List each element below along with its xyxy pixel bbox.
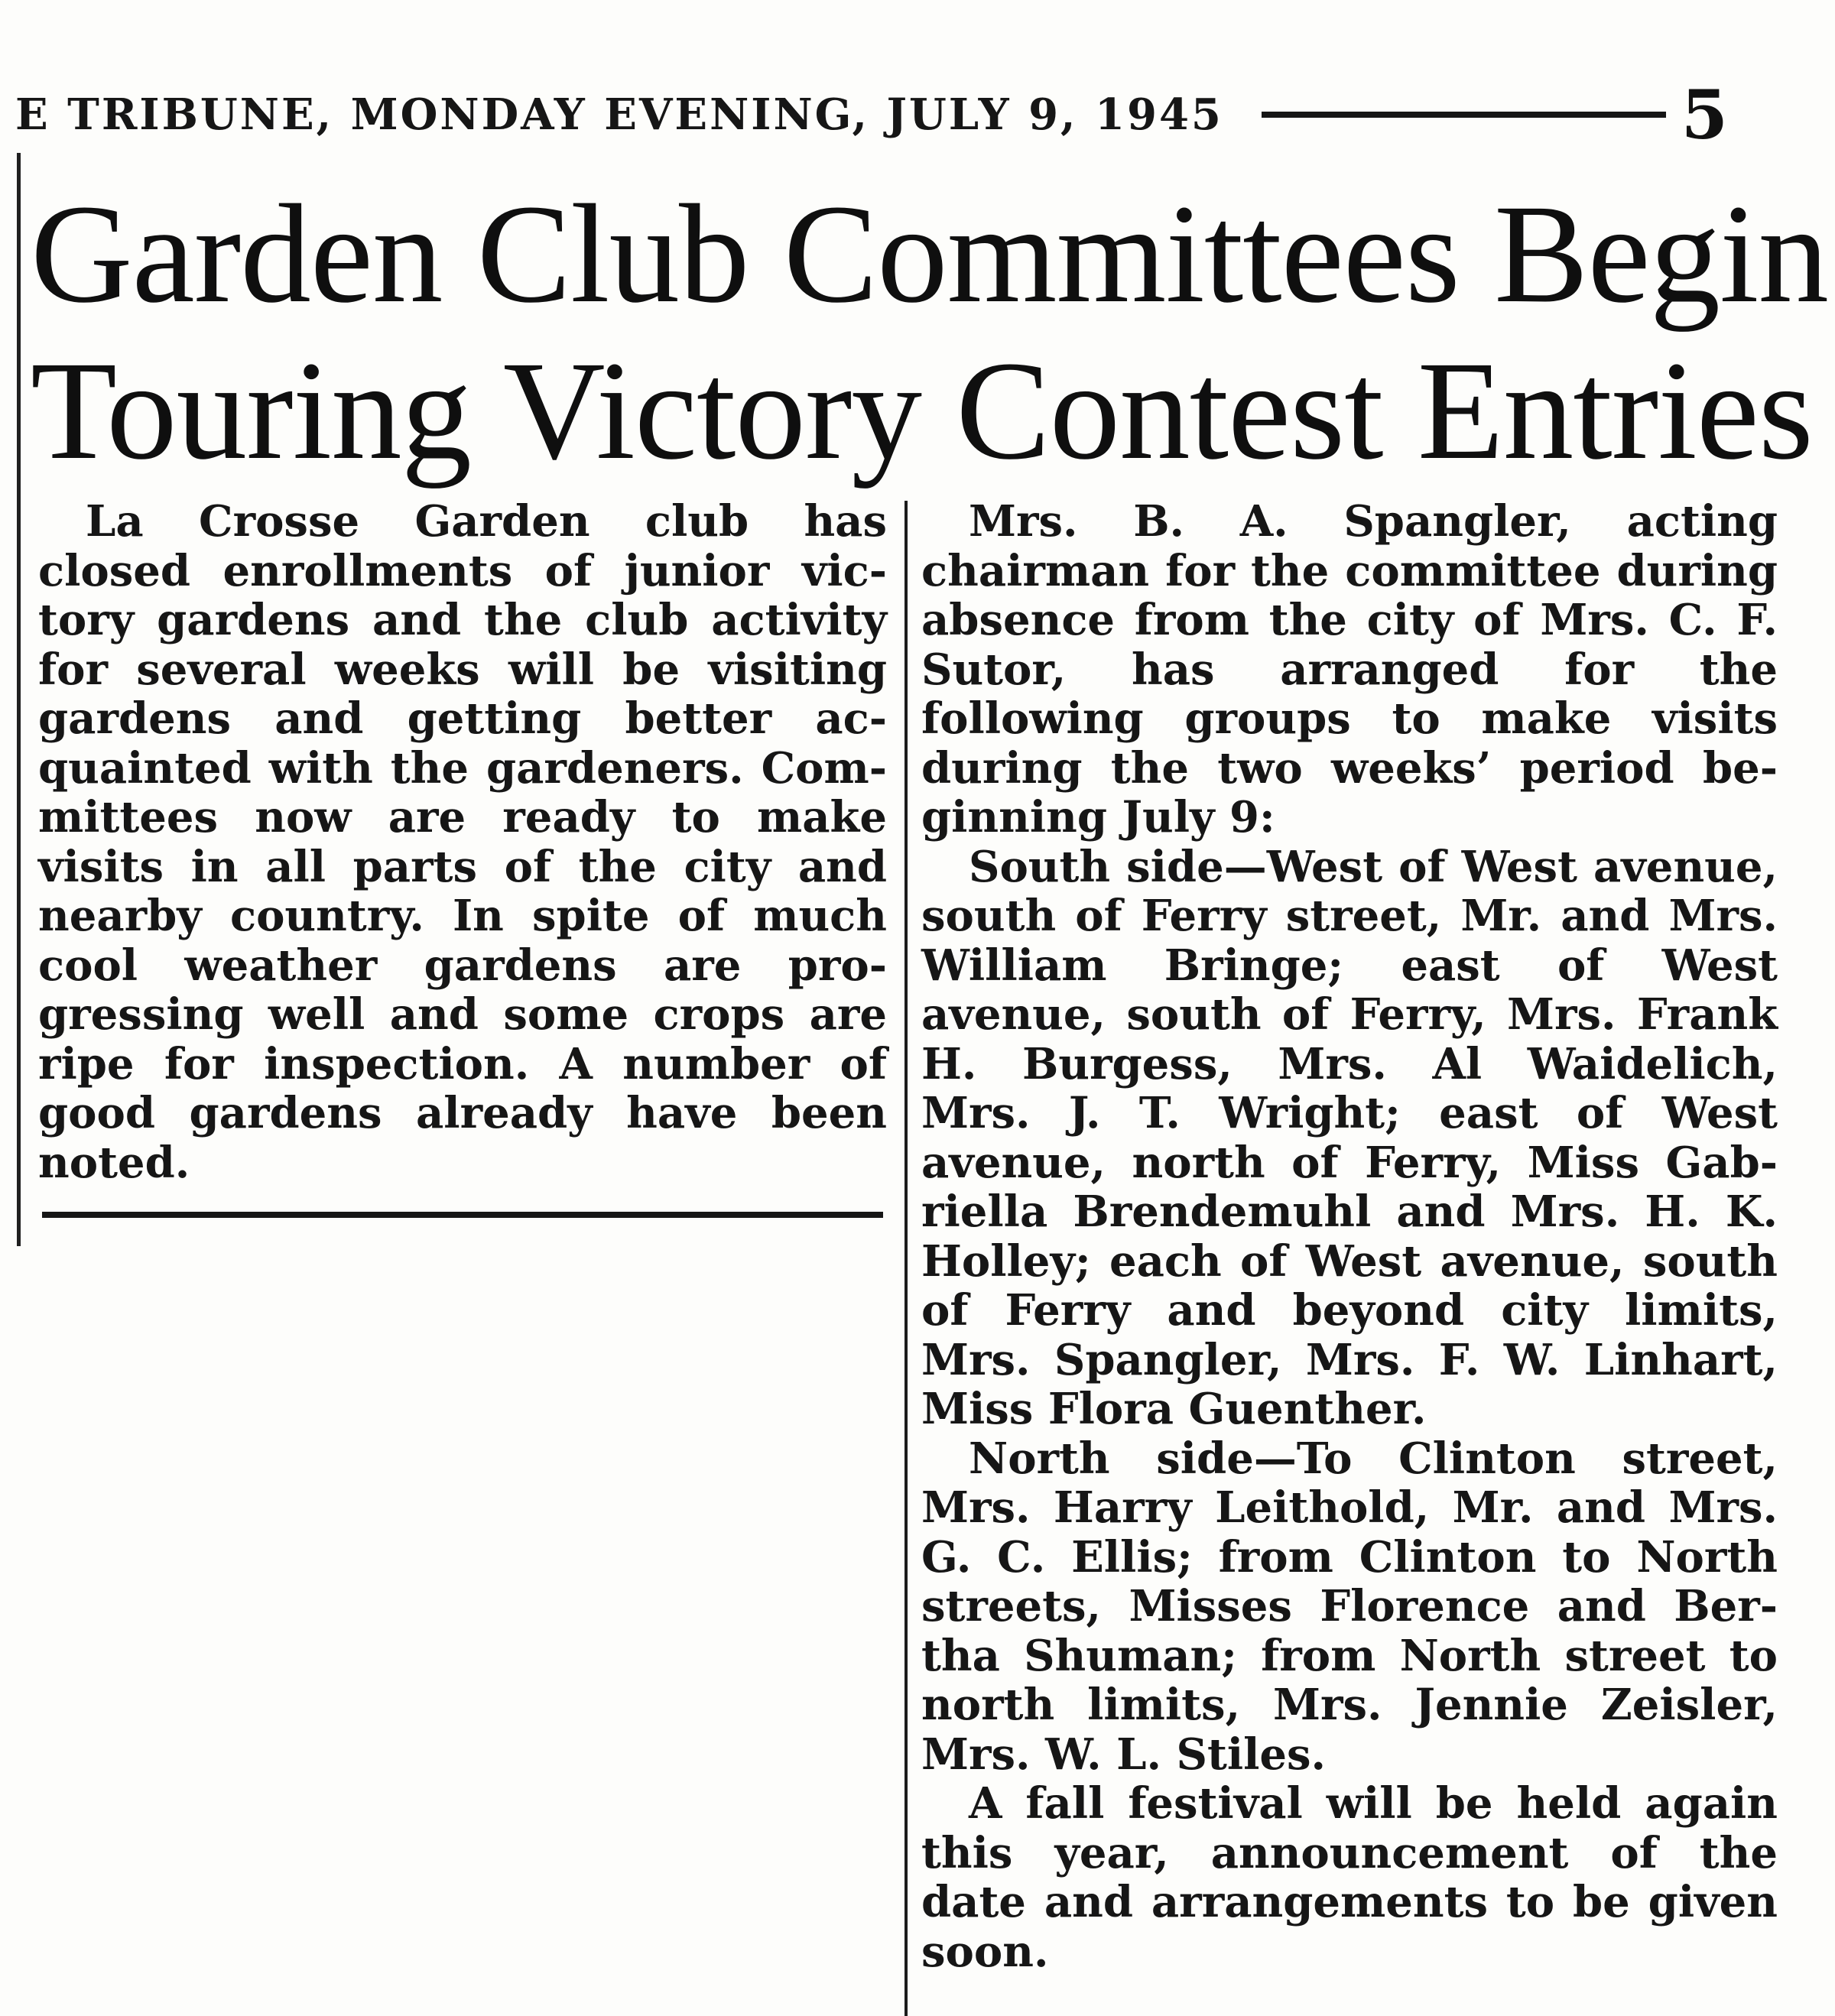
masthead-line <box>15 75 1728 154</box>
masthead-rule <box>1262 112 1666 118</box>
page-number: 5 <box>1681 75 1728 154</box>
left-edge-rule <box>17 153 21 1246</box>
left-paragraph-1: La Crosse Garden club has closed enrollments of junior victory gardens and the club activity for several weeks will be visiting gardens and getting better acquainted with the gardeners. Committees now are ready to make visits in all parts of the city and nearby country. In spite of much cool weather gardens are progressing well and some crops are ripe for inspection. A number of good gardens already have been noted. <box>38 496 887 1188</box>
article-left-column <box>38 497 887 1187</box>
headline-line-1: Garden Club Committees Begin <box>31 176 1828 333</box>
right-paragraph-3: North side—To Clinton street, Mrs. Harry Leithold, Mr. and Mrs. G. C. Ellis; from Clinton to North streets, Misses Florence and Bertha Shuman; from North street to north limits, Mrs. Jennie Zeisler, Mrs. W. L. Stiles. <box>921 1433 1778 1780</box>
column-divider <box>905 501 908 2016</box>
headline <box>31 176 1828 489</box>
right-paragraph-1: Mrs. B. A. Spangler, acting chairman for the committee during absence from the city of Mrs. C. F. Sutor, has arranged for the following groups to make visits during the two weeks’ period beginning July 9: <box>921 496 1778 842</box>
right-paragraph-4: A fall festival will be held again this year, announcement of the date and arrangements to be given soon. <box>921 1778 1778 1977</box>
article-right-column <box>921 497 1778 1976</box>
right-paragraph-2: South side—West of West avenue, south of Ferry street, Mr. and Mrs. William Bringe; east of West avenue, south of Ferry, Mrs. Frank H. Burgess, Mrs. Al Waidelich, Mrs. J. T. Wright; east of West avenue, north of Ferry, Miss Gabriella Brendemuhl and Mrs. H. K. Holley; each of West avenue, south of Ferry and beyond city limits, Mrs. Spangler, Mrs. F. W. Linhart, Miss Flora Guenther. <box>921 841 1778 1434</box>
article-end-rule <box>42 1212 883 1218</box>
headline-line-2: Touring Victory Contest Entries <box>31 333 1813 489</box>
masthead-text: E TRIBUNE, MONDAY EVENING, JULY 9, 1945 <box>15 89 1223 140</box>
